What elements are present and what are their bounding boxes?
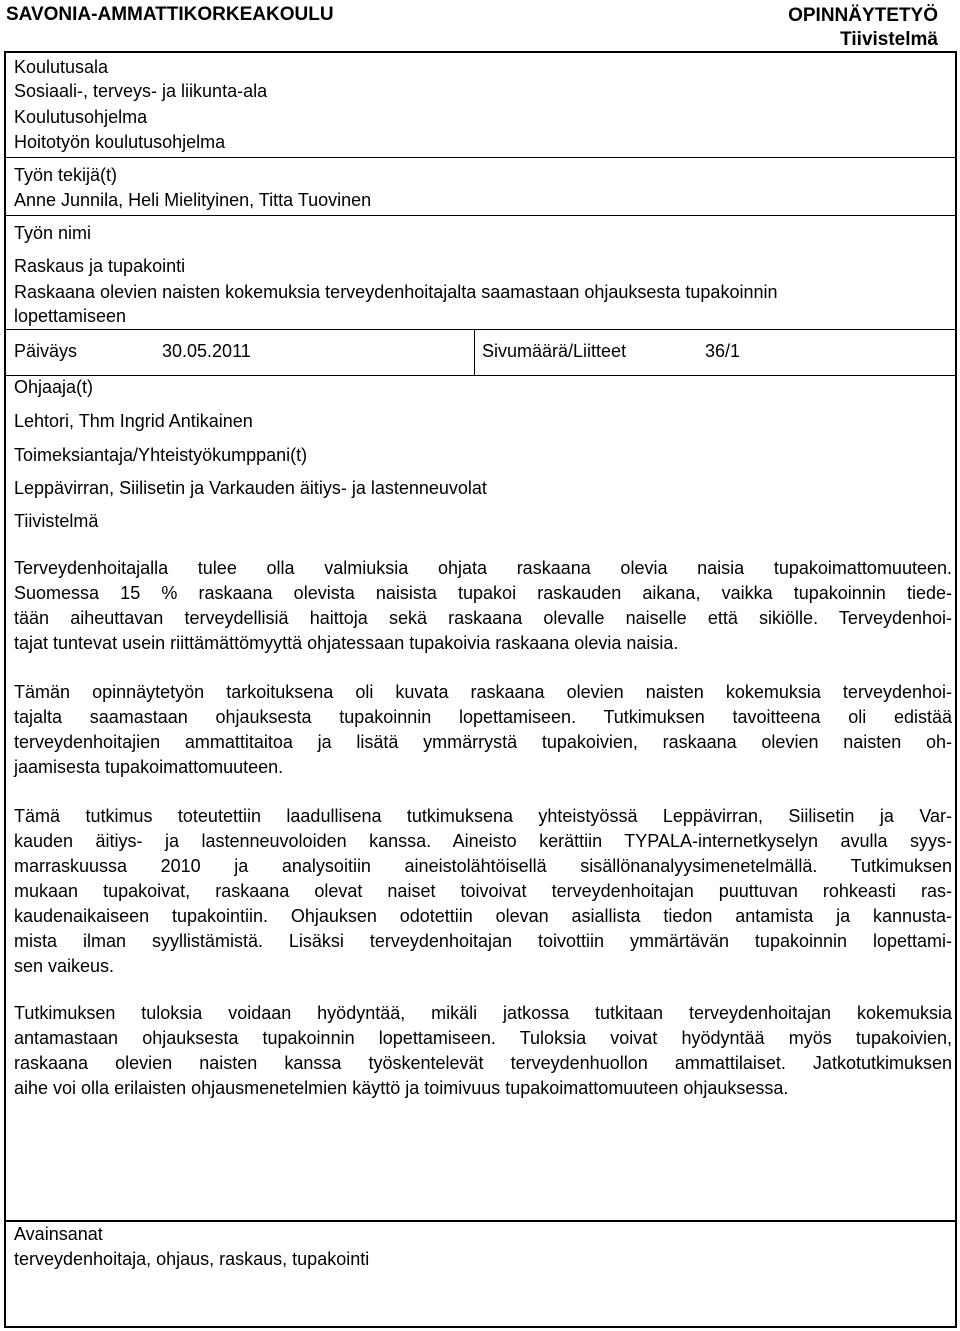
abstract-line: mista ilman syyllistämistä. Lisäksi terveydenhoitajan toivottiin ymmärtävän tupakoinnin lopettami- — [14, 931, 952, 951]
paivays-label: Päiväys — [14, 341, 78, 361]
nimi-value-subtitle: Raskaana olevien naisten kokemuksia terveydenhoitajalta saamastaan ohjauksesta tupakoinnin — [14, 282, 778, 302]
abstract-line: Suomessa 15 % raskaana olevista naisista tupakoi raskauden aikana, vaikka tupakoinnin tiede- — [14, 583, 952, 603]
abstract-line: marraskuussa 2010 ja analysoitiin aineistolähtöisellä sisällönanalyysimenetelmällä. Tutkimuksen — [14, 856, 952, 876]
keywords-label: Avainsanat — [14, 1224, 103, 1244]
abstract-line: Tämä tutkimus toteutettiin laadullisena tutkimuksena yhteistyössä Leppävirran, Siilisetin ja Var- — [14, 806, 952, 826]
toimeksiantaja-value: Leppävirran, Siilisetin ja Varkauden äitiys- ja lastenneuvolat — [14, 478, 487, 498]
paivays-value: 30.05.2011 — [162, 341, 251, 361]
abstract-paragraph-4 — [14, 1001, 952, 1101]
abstract-line: tajalta saamastaan ohjauksesta tupakoinnin lopettamiseen. Tutkimuksen tavoitteena oli edistää — [14, 707, 952, 727]
document-type-title: OPINNÄYTETYÖ — [788, 5, 938, 26]
divider — [6, 157, 955, 158]
abstract-line: kauden äitiys- ja lastenneuvoloiden kanssa. Aineisto kerättiin TYPALA-internetkyselyn avulla syys- — [14, 831, 952, 851]
document-type — [788, 4, 938, 52]
koulutusohjelma-label: Koulutusohjelma — [14, 107, 148, 127]
koulutusala-label: Koulutusala — [14, 57, 109, 77]
sivumaara-label: Sivumäärä/Liitteet — [482, 341, 627, 361]
tekijat-label: Työn tekijä(t) — [14, 165, 118, 185]
divider — [6, 215, 955, 216]
keywords-value: terveydenhoitaja, ohjaus, raskaus, tupakointi — [14, 1249, 370, 1269]
abstract-line: terveydenhoitajien ammattitaitoa ja lisätä ymmärrystä tupakoivien, raskaana olevien naisten oh- — [14, 732, 952, 752]
nimi-value-subtitle-cont: lopettamiseen — [14, 306, 127, 326]
abstract-line: Tämän opinnäytetyön tarkoituksena oli kuvata raskaana olevien naisten kokemuksia terveydenhoi- — [14, 682, 952, 702]
abstract-paragraph-3 — [14, 804, 952, 979]
abstract-line: mukaan tupakoivat, raskaana olevat naiset toivoivat terveydenhoitajan puuttuvan rohkeasti ras- — [14, 881, 952, 901]
abstract-line: aihe voi olla erilaisten ohjausmenetelmien käyttö ja toimivuus tupakoimattomuuteen ohjauksessa. — [14, 1078, 789, 1098]
abstract-line: tajat tuntevat usein riittämättömyyttä ohjatessaan tupakoivia raskaana olevia naisia. — [14, 633, 679, 653]
abstract-form — [4, 51, 957, 1222]
abstract-line: kaudenaikaiseen tupakointiin. Ohjauksen odotettiin olevan asiallista tiedon antamista ja kannusta- — [14, 906, 952, 926]
koulutusohjelma-value: Hoitotyön koulutusohjelma — [14, 132, 226, 152]
abstract-line: sen vaikeus. — [14, 956, 115, 976]
abstract-line: Terveydenhoitajalla tulee olla valmiuksia ohjata raskaana olevia naisia tupakoimattomuuteen. — [14, 558, 952, 578]
koulutusala-value: Sosiaali-, terveys- ja liikunta-ala — [14, 81, 268, 101]
ohjaaja-label: Ohjaaja(t) — [14, 377, 94, 397]
document-type-subtitle: Tiivistelmä — [840, 29, 938, 50]
tiivistelma-label: Tiivistelmä — [14, 511, 99, 531]
abstract-line: jaamisesta tupakoimattomuuteen. — [14, 757, 284, 777]
column-divider — [474, 329, 475, 375]
keywords-box — [4, 1222, 957, 1328]
sivumaara-value: 36/1 — [705, 341, 741, 361]
school-name: SAVONIA-AMMATTIKORKEAKOULU — [6, 4, 334, 25]
abstract-paragraph-2 — [14, 680, 952, 780]
abstract-line: tään aiheuttavan terveydellisiä haittoja sekä raskaana olevalle naiselle että sikiölle. Terveydenhoi- — [14, 608, 952, 628]
abstract-line: antamastaan ohjauksesta tupakoinnin lopettamiseen. Tuloksia voivat hyödyntää myös tupakoivien, — [14, 1028, 952, 1048]
divider — [6, 375, 955, 376]
toimeksiantaja-label: Toimeksiantaja/Yhteistyökumppani(t) — [14, 445, 308, 465]
abstract-line: Tutkimuksen tuloksia voidaan hyödyntää, mikäli jatkossa tutkitaan terveydenhoitajan kokemuksia — [14, 1003, 952, 1023]
abstract-paragraph-1 — [14, 556, 952, 656]
tekijat-value: Anne Junnila, Heli Mielityinen, Titta Tuovinen — [14, 190, 372, 210]
ohjaaja-value: Lehtori, Thm Ingrid Antikainen — [14, 411, 253, 431]
divider — [6, 329, 955, 330]
nimi-label: Työn nimi — [14, 223, 92, 243]
nimi-value-title: Raskaus ja tupakointi — [14, 256, 186, 276]
abstract-line: raskaana olevien naisten kanssa työskentelevät terveydenhuollon ammattilaiset. Jatkotutkimuksen — [14, 1053, 952, 1073]
